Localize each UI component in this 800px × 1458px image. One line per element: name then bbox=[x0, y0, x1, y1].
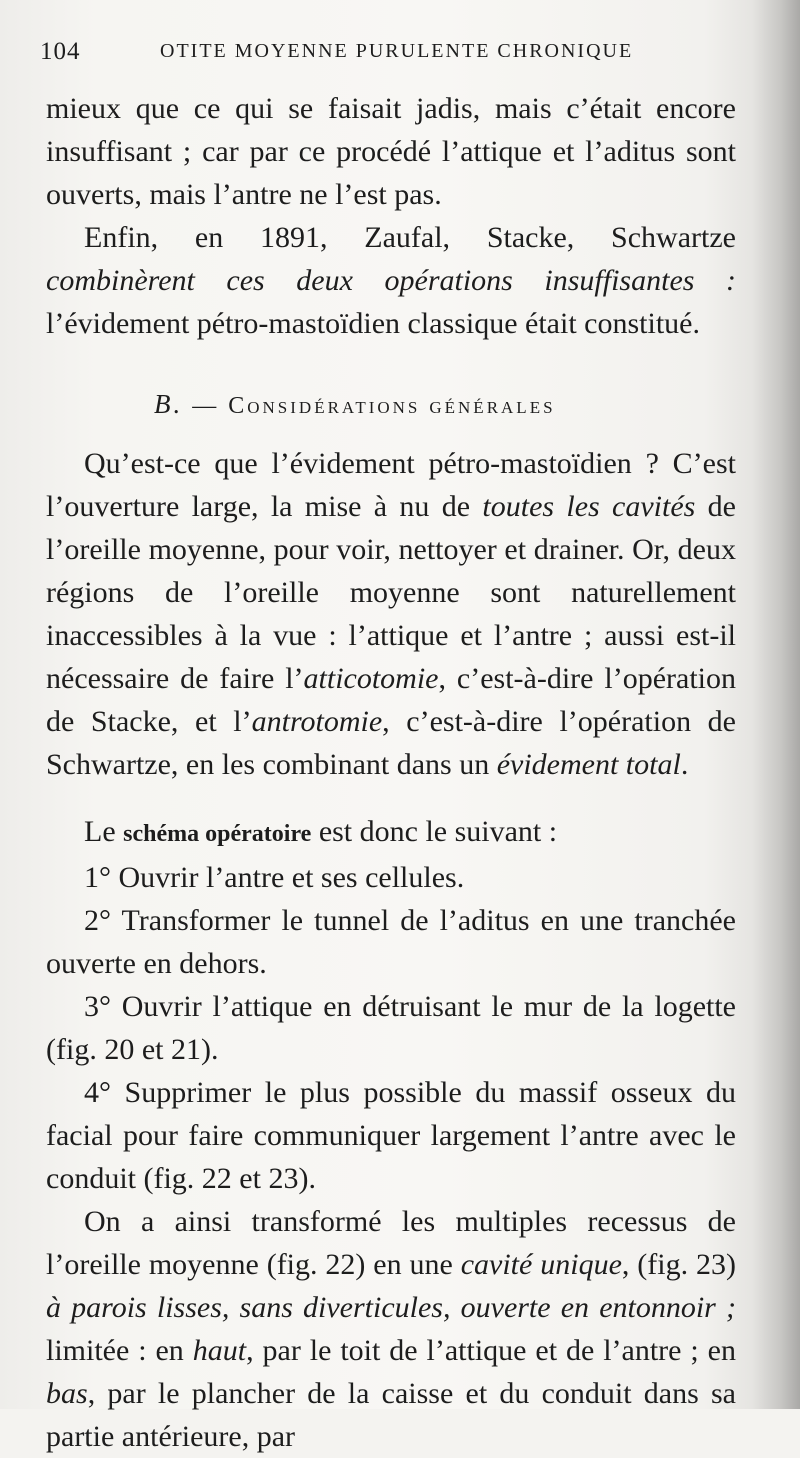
scheme-step-4 bbox=[46, 1071, 736, 1200]
section-letter: B. bbox=[154, 389, 184, 419]
paragraph-4-part-4: , par le toit de l’attique et de l’antre ; en bbox=[246, 1334, 736, 1367]
page-header bbox=[40, 38, 740, 78]
paragraph-2-after: l’évidement pétro-mastoïdien classique était constitué. bbox=[46, 307, 700, 340]
scheme-step-2 bbox=[46, 899, 736, 985]
paragraph-3-part-1: Qu’est-ce que l’évidement pétro-mastoïdien ? C’est l’ouverture large, la mise à nu de bbox=[46, 447, 736, 523]
paragraph-3-part-3: , c’est-à-dire l’opération de Stacke, et l’ bbox=[46, 662, 736, 738]
paragraph-4-part-3: limitée : en bbox=[46, 1334, 193, 1367]
scheme-bold-label: schéma opératoire bbox=[123, 821, 312, 847]
paragraph-4-italic-4: bas bbox=[46, 1377, 88, 1410]
paragraph-3-part-4: , c’est-à-dire l’opération de Schwartze, en les combinant dans un bbox=[46, 705, 736, 781]
paragraph-4-italic-3: haut bbox=[192, 1334, 247, 1367]
paragraph-3-part-2: de l’oreille moyenne, pour voir, nettoyer et drainer. Or, deux régions de l’oreille moyenne sont naturellement inaccessibles à la vue : l’attique et l’antre ; aussi est-il nécessaire de faire l’ bbox=[46, 490, 736, 695]
paragraph-2-before: Enfin, en 1891, Zaufal, Stacke, Schwartze bbox=[84, 221, 736, 254]
section-dash: — bbox=[183, 393, 229, 419]
paragraph-3-italic-4: évidement total bbox=[496, 748, 681, 781]
paragraph-result bbox=[46, 1200, 736, 1458]
scheme-step-2-text: 2° Transformer le tunnel de l’aditus en une tranchée ouverte en dehors. bbox=[46, 904, 736, 980]
paragraph-history bbox=[46, 216, 736, 345]
paragraph-3-italic-3: antrotomie bbox=[251, 705, 383, 738]
paragraph-3-part-5: . bbox=[680, 748, 689, 781]
paragraph-4-italic-1: cavité unique bbox=[460, 1248, 622, 1281]
paragraph-definition bbox=[46, 442, 736, 786]
page-text bbox=[46, 87, 736, 1458]
scheme-step-4-text: 4° Supprimer le plus possible du massif osseux du facial pour faire communiquer largement l’antre avec le conduit (fig. 22 et 23). bbox=[46, 1076, 736, 1195]
paragraph-1-text: mieux que ce qui se faisait jadis, mais c’était encore insuffisant ; car par ce procédé l’attique et l’aditus sont ouverts, mais l’antre ne l’est pas. bbox=[46, 92, 736, 211]
scheme-intro bbox=[46, 810, 736, 856]
running-title: OTITE MOYENNE PURULENTE CHRONIQUE bbox=[160, 40, 634, 62]
page-number: 104 bbox=[40, 38, 81, 65]
paragraph-3-italic-1: toutes les cavités bbox=[482, 490, 696, 523]
paragraph-4-part-5: , par le plancher de la caisse et du conduit dans sa partie antérieure, par bbox=[46, 1377, 736, 1453]
scheme-suffix: est donc le suivant : bbox=[311, 815, 558, 848]
scheme-step-1-text: 1° Ouvrir l’antre et ses cellules. bbox=[84, 861, 465, 894]
scheme-step-3-text: 3° Ouvrir l’attique en détruisant le mur de la logette (fig. 20 et 21). bbox=[46, 990, 736, 1066]
section-title: Considérations générales bbox=[228, 393, 556, 419]
paragraph-4-part-1: On a ainsi transformé les multiples recessus de l’oreille moyenne (fig. 22) en une bbox=[46, 1205, 736, 1281]
scheme-prefix: Le bbox=[84, 815, 124, 848]
paragraph-4-italic-2: à parois lisses, sans diverticules, ouverte en entonnoir ; bbox=[46, 1291, 736, 1324]
page-edge-shadow bbox=[752, 0, 800, 1409]
paragraph-continuation bbox=[46, 87, 736, 216]
scheme-step-3 bbox=[46, 985, 736, 1071]
section-heading bbox=[46, 390, 736, 420]
paragraph-2-emphasis: combinèrent ces deux opérations insuffisantes : bbox=[46, 264, 736, 297]
paragraph-4-part-2: , (fig. 23) bbox=[621, 1248, 736, 1281]
scheme-step-1 bbox=[46, 856, 736, 899]
paragraph-3-italic-2: atticotomie bbox=[303, 662, 439, 695]
